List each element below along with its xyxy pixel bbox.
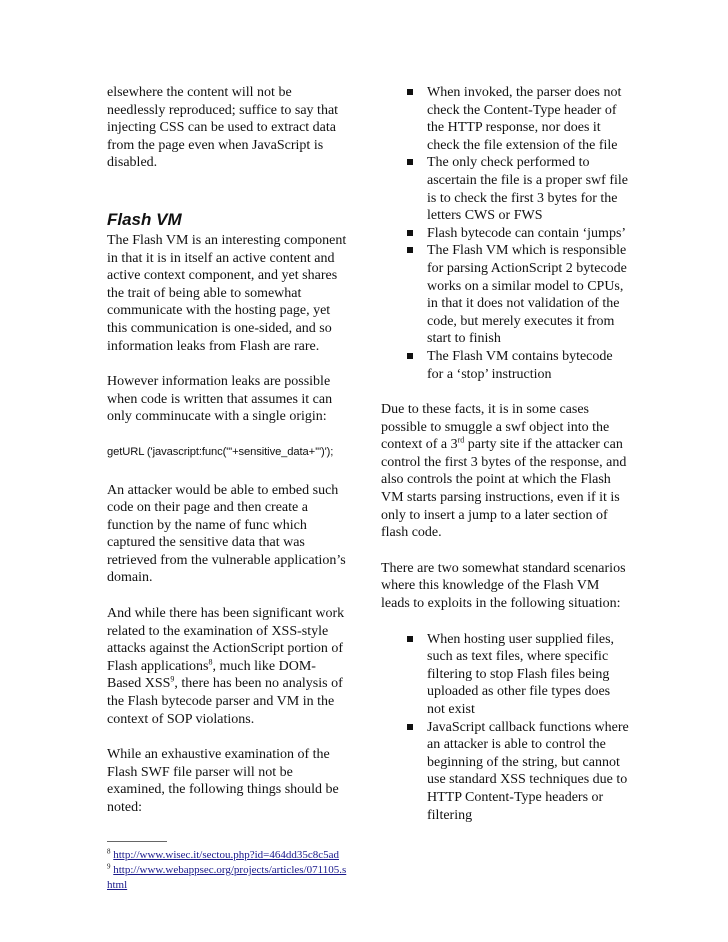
footnote-9 [107,863,349,893]
related-work-paragraph [107,605,349,728]
list-item: The Flash VM which is responsible for parsing ActionScript 2 bytecode works on a similar model to CPUs, in that it does not validation of the code, but merely executes it from start to finish [427,242,631,348]
code-snippet: getURL ('javascript:func("'+sensitive_data+'")'); [107,445,334,458]
right-column [381,84,631,842]
related-work-text-a: And while there has been significant work related to the examination of XSS-style attacks against the ActionScript portion of Flash applications [107,606,345,674]
info-leaks-paragraph: However information leaks are possible when code is written that assumes it can only comminucate with a single origin: [107,374,333,425]
list-item: The Flash VM contains bytecode for a ‘stop’ instruction [427,348,631,383]
scenarios-paragraph: There are two somewhat standard scenarios where this knowledge of the Flash VM leads to exploits in the following situation: [381,560,626,612]
list-item: The only check performed to ascertain the file is a proper swf file is to check the first 3 bytes for the letters CWS or FWS [427,154,631,224]
superscript-rd: rd [457,435,465,445]
footnote-divider [107,841,167,842]
list-item: Flash bytecode can contain ‘jumps’ [427,225,631,243]
attacker-paragraph: An attacker would be able to embed such code on their page and then create a function by the name of func which captured the sensitive data that was retrieved from the vulnerable application’s domain. [107,482,346,586]
footnote-ref-9: 9 [170,674,175,684]
footnote-ref-8: 8 [208,657,213,667]
scenarios-list [381,631,631,825]
footnote-link[interactable]: http://www.webappsec.org/projects/articles/071105.shtml [107,863,347,891]
facts-text-b: party site if the attacker can control the first 3 bytes of the response, and also controls the point at which the Flash VM starts parsing instructions, even if it is only to insert a jump to a later section of flash code. [381,437,627,541]
footnote-number: 9 [107,861,111,870]
related-work-text-c: , there has been no analysis of the Flash bytecode parser and VM in the context of SOP violations. [107,676,343,727]
intro-paragraph: elsewhere the content will not be needlessly reproduced; suffice to say that injecting CSS can be used to extract data from the page even when JavaScript is disabled. [107,85,339,171]
exhaustive-paragraph: While an exhaustive examination of the Flash SWF file parser will not be examined, the following things should be noted: [107,747,339,815]
flash-facts-list [381,84,631,383]
list-item: JavaScript callback functions where an attacker is able to control the beginning of the string, but cannot use standard XSS techniques due to HTTP Content-Type headers or filtering [427,719,631,825]
footnote-8 [107,848,349,863]
facts-paragraph [381,401,631,542]
footnote-number: 8 [107,846,111,855]
list-item: When invoked, the parser does not check the Content-Type header of the HTTP response, nor does it check the file extension of the file [427,84,631,154]
footnote-link[interactable]: http://www.wisec.it/sectou.php?id=464dd35c8c5ad [113,848,340,861]
facts-text-a: Due to these facts, it is in some cases possible to smuggle a swf object into the context of a 3 [381,402,610,453]
section-heading: Flash VM [107,209,182,229]
left-column [107,84,349,893]
flash-vm-paragraph: The Flash VM is an interesting component in that it is in itself an active content and active context component, and yet shares the trait of being able to somewhat communicate with the hosting page, yet this communication is one-sided, and so information leaks from Flash are rare. [107,232,347,354]
list-item: When hosting user supplied files, such as text files, where specific filtering to stop Flash files being uploaded as other file types does not exist [427,631,631,719]
related-work-text-b: , much like DOM-Based XSS [107,658,316,692]
